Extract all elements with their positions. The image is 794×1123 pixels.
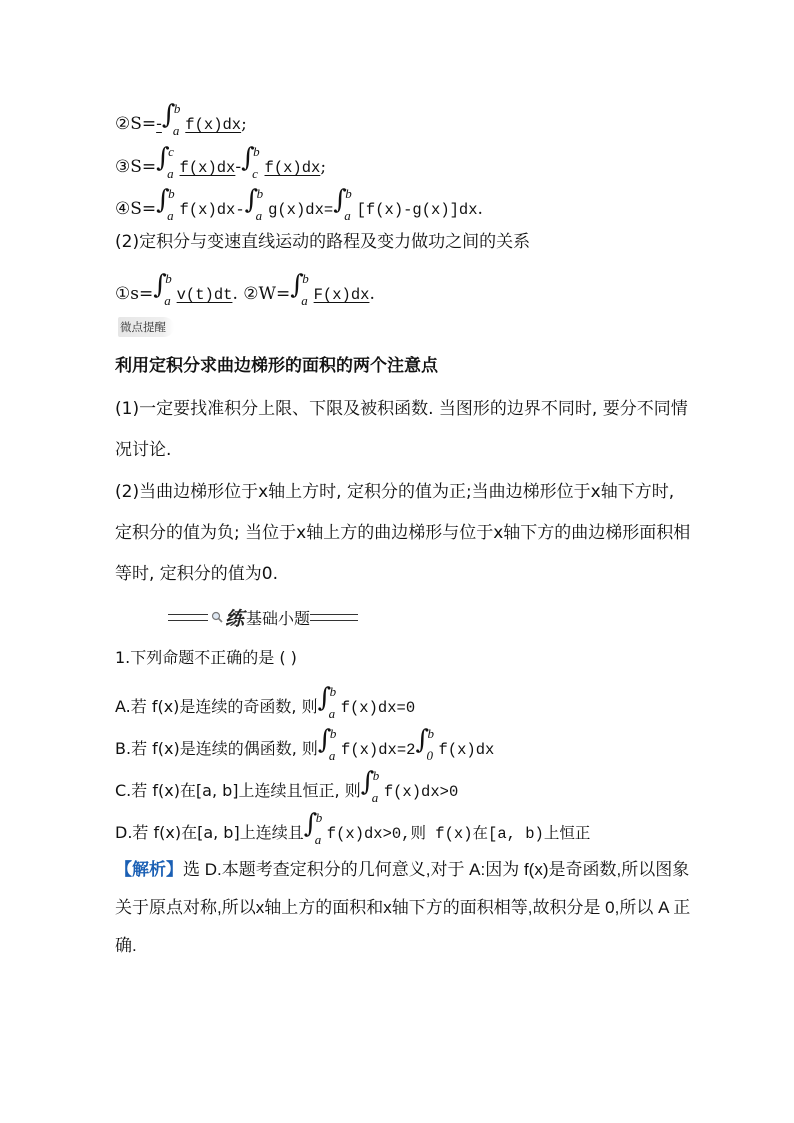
integral-sign: ∫ b a (153, 270, 172, 308)
formula-prefix: ③S= (115, 157, 157, 177)
section-banner (168, 604, 358, 630)
solution-paragraph (115, 851, 695, 965)
integrand: f(x)dx- (179, 201, 245, 219)
formula-6: ①s= ∫ b a v(t)dt. ②W= ∫ b a F(x)dx. (115, 270, 375, 308)
integrand: f(x)dx (264, 159, 321, 177)
tip-label: 微点提醒 (118, 317, 174, 337)
formula-prefix: ②S= (115, 114, 157, 134)
integrand: f(x)dx (179, 159, 236, 177)
integrand: v(t)dt (176, 286, 233, 304)
banner-rule-right (310, 614, 358, 621)
integral-sign: ∫ b 0 (415, 725, 434, 763)
banner-char: 练 (225, 607, 245, 630)
section-title: (2)定积分与变速直线运动的路程及变力做功之间的关系 (115, 232, 531, 252)
integrand: F(x)dx (313, 286, 370, 304)
solution-label: 【解析】 (115, 860, 183, 879)
integral-sign: ∫ b a (161, 100, 181, 138)
integrand: [f(x)-g(x)]dx (356, 201, 478, 219)
magnifier-icon (211, 611, 223, 623)
integral-sign: ∫ b c (241, 143, 260, 181)
formula-3: ③S= ∫ c a f(x)dx- ∫ b c f(x)dx; (115, 143, 327, 181)
option-d: D.若 f(x)在[a, b]上连续且 ∫ b a f(x)dx>0,则 f(x)在[a, b)上恒正 (115, 809, 591, 847)
option-b: B.若 f(x)是连续的偶函数, 则 ∫ b a f(x)dx=2 ∫ b 0 f(x)dx (115, 725, 495, 763)
formula-2: ②S=- ∫ b a f(x)dx; (115, 100, 247, 138)
integrand: f(x)dx (185, 116, 242, 134)
integral-sign: ∫ b a (317, 683, 337, 721)
formula-prefix: ②W= (243, 284, 291, 304)
tip-heading: 利用定积分求曲边梯形的面积的两个注意点 (115, 356, 438, 376)
integrand: g(x)dx= (268, 201, 334, 219)
banner-rule-left (168, 614, 208, 621)
integral-sign: ∫ b a (360, 767, 380, 805)
option-c: C.若 f(x)在[a, b]上连续且恒正, 则 ∫ b a f(x)dx>0 (115, 767, 459, 805)
integral-sign: ∫ b a (290, 270, 309, 308)
question-stem: 1.下列命题不正确的是 ( ) (115, 648, 297, 667)
formula-4: ④S= ∫ b a f(x)dx- ∫ b a g(x)dx= ∫ b a [f(x)-g(x)]dx. (115, 185, 483, 223)
solution-text: 选 D.本题考查定积分的几何意义,对于 A:因为 f(x)是奇函数,所以图象关于原点对称,所以x轴上方的面积和x轴下方的面积相等,故积分是 0,所以 A 正确. (115, 860, 691, 955)
formula-prefix: ④S= (115, 199, 157, 219)
integral-sign: ∫ b a (317, 725, 337, 763)
tip-paragraph-1: (1)一定要找准积分上限、下限及被积函数. 当图形的边界不同时, 要分不同情况讨论. (115, 399, 688, 460)
integral-sign: ∫ b a (244, 185, 264, 223)
tip-paragraph-2: (2)当曲边梯形位于x轴上方时, 定积分的值为正;当曲边梯形位于x轴下方时, 定积分的值为负; 当位于x轴上方的曲边梯形与位于x轴下方的曲边梯形面积相等时, 定积分的值为0. (115, 482, 691, 584)
option-a: A.若 f(x)是连续的奇函数, 则 ∫ b a f(x)dx=0 (115, 683, 416, 721)
integral-sign: ∫ b a (303, 809, 323, 847)
banner-text: 基础小题 (246, 608, 311, 628)
integral-sign: ∫ c a (156, 143, 174, 181)
integral-sign: ∫ b a (333, 185, 352, 223)
formula-prefix: ①s= (115, 284, 154, 304)
minus-sign: - (156, 114, 162, 134)
integral-sign: ∫ b a (156, 185, 175, 223)
